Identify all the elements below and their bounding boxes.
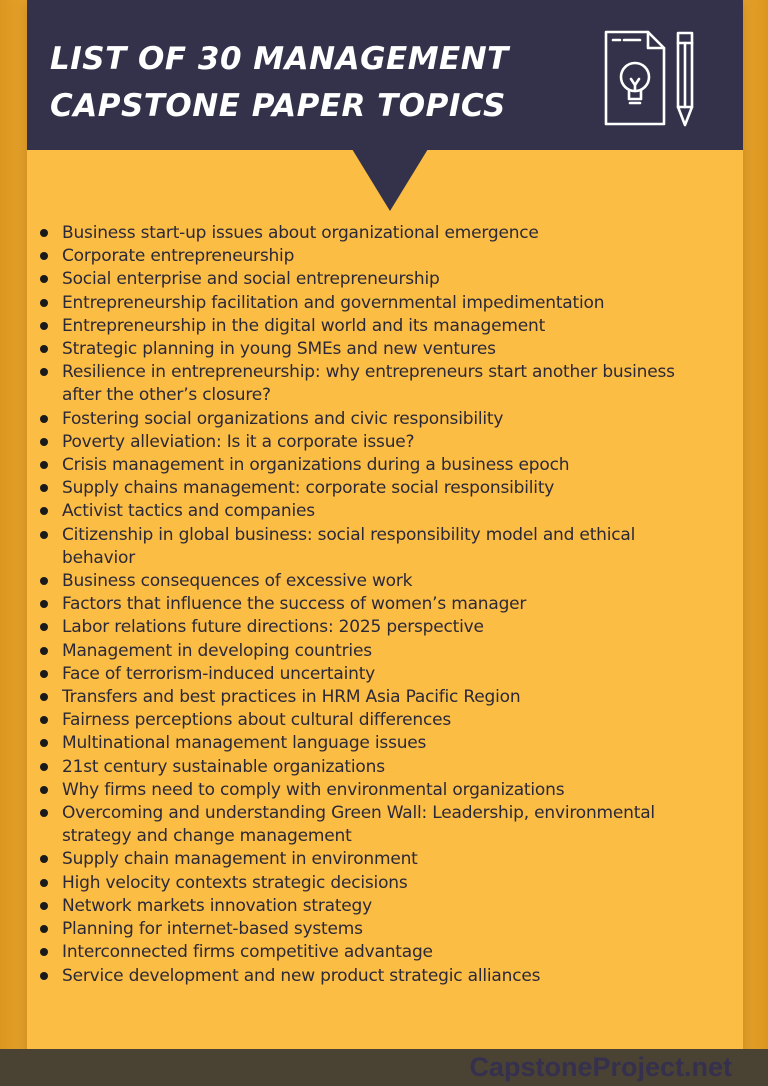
- list-item: Business start-up issues about organizational emergence: [38, 222, 698, 245]
- list-item: Interconnected firms competitive advantage: [38, 941, 698, 964]
- list-item: Overcoming and understanding Green Wall: Leadership, environmental strategy and change management: [38, 802, 698, 848]
- list-item: Why firms need to comply with environmental organizations: [38, 779, 698, 802]
- header-pointer: [352, 149, 428, 211]
- list-item: High velocity contexts strategic decisions: [38, 872, 698, 895]
- list-item: Labor relations future directions: 2025 perspective: [38, 616, 698, 639]
- list-item: Entrepreneurship in the digital world and its management: [38, 315, 698, 338]
- title-line-1: LIST OF 30 MANAGEMENT: [50, 41, 509, 77]
- background-left-edge: [0, 0, 27, 1086]
- list-item: Resilience in entrepreneurship: why entrepreneurs start another business after the other’s closure?: [38, 361, 698, 407]
- list-item: Entrepreneurship facilitation and governmental impedimentation: [38, 292, 698, 315]
- page-title: [50, 36, 570, 130]
- list-item: Face of terrorism-induced uncertainty: [38, 663, 698, 686]
- document-lightbulb-pencil-icon: [602, 29, 706, 129]
- list-item: Fairness perceptions about cultural differences: [38, 709, 698, 732]
- background-right-edge: [743, 0, 768, 1086]
- list-item: 21st century sustainable organizations: [38, 756, 698, 779]
- topics-list: [38, 222, 698, 988]
- list-item: Network markets innovation strategy: [38, 895, 698, 918]
- list-item: Activist tactics and companies: [38, 500, 698, 523]
- header-banner: [27, 0, 743, 150]
- list-item: Fostering social organizations and civic responsibility: [38, 408, 698, 431]
- list-item: Supply chain management in environment: [38, 848, 698, 871]
- list-item: Supply chains management: corporate social responsibility: [38, 477, 698, 500]
- list-item: Strategic planning in young SMEs and new ventures: [38, 338, 698, 361]
- list-item: Business consequences of excessive work: [38, 570, 698, 593]
- list-item: Multinational management language issues: [38, 732, 698, 755]
- list-item: Crisis management in organizations during a business epoch: [38, 454, 698, 477]
- title-line-2: CAPSTONE PAPER TOPICS: [50, 88, 506, 124]
- list-item: Social enterprise and social entrepreneurship: [38, 268, 698, 291]
- list-item: Service development and new product strategic alliances: [38, 965, 698, 988]
- list-item: Planning for internet-based systems: [38, 918, 698, 941]
- footer-brand: CapstoneProject.net: [469, 1052, 732, 1082]
- list-item: Corporate entrepreneurship: [38, 245, 698, 268]
- list-item: Factors that influence the success of women’s manager: [38, 593, 698, 616]
- list-item: Transfers and best practices in HRM Asia Pacific Region: [38, 686, 698, 709]
- list-item: Management in developing countries: [38, 640, 698, 663]
- list-item: Poverty alleviation: Is it a corporate issue?: [38, 431, 698, 454]
- list-item: Citizenship in global business: social responsibility model and ethical behavior: [38, 524, 698, 570]
